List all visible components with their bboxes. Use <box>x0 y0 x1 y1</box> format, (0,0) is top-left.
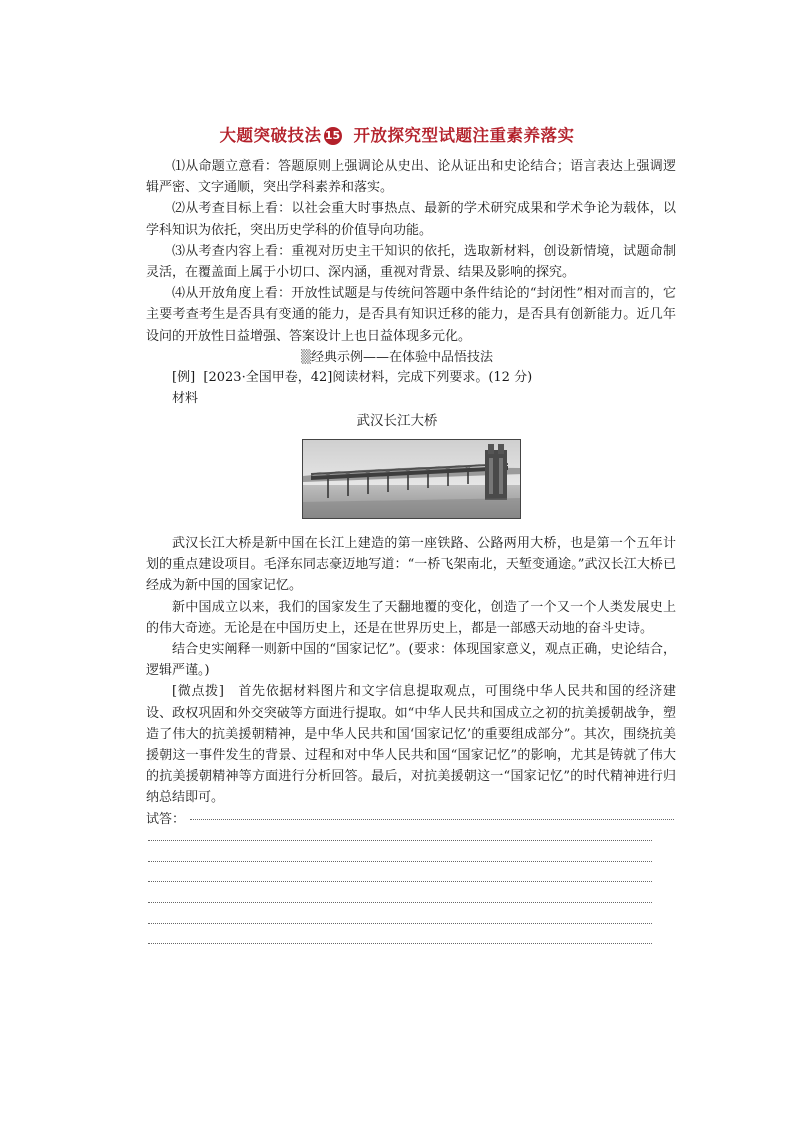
answer-line[interactable] <box>148 943 652 944</box>
intro-paragraph-3: ⑶从考查内容上看：重视对历史主干知识的依托，选取新材料，创设新情境，试题命制灵活，在覆盖面上属于小切口、深内涵，重视对背景、结果及影响的探究。 <box>146 243 676 281</box>
bridge-photo-icon <box>302 439 521 519</box>
answer-line[interactable] <box>148 840 652 841</box>
material-paragraph-1: 武汉长江大桥是新中国在长江上建造的第一座铁路、公路两用大桥，也是第一个五年计划的重点建设项目。毛泽东同志豪迈地写道：“一桥飞架南北，天堑变通途。”武汉长江大桥已经成为新中国的国家记忆。 <box>146 536 676 594</box>
material-label: 材料 <box>172 391 199 407</box>
title-main: 大题突破技法 <box>219 126 322 145</box>
figure-caption: 武汉长江大桥 <box>356 413 438 429</box>
material-paragraph-2: 新中国成立以来，我们的国家发生了天翻地覆的变化，创造了一个又一个人类发展史上的伟大奇迹。无论是在中国历史上，还是在世界历史上，都是一部感天动地的奋斗史诗。 <box>146 599 676 636</box>
example-source: [2023·全国甲卷，42]阅读材料，完成下列要求。(12 分) <box>203 370 533 385</box>
question-paragraph: 结合史实阐释一则新中国的“国家记忆”。(要求：体现国家意义，观点正确，史论结合，逻辑严谨。) <box>146 642 676 679</box>
title-subtitle: 开放探究型试题注重素养落实 <box>353 126 575 145</box>
section-ornament-left-icon: ▒ <box>300 350 311 365</box>
answer-label: 试答： <box>146 812 186 827</box>
answer-line[interactable] <box>190 819 674 820</box>
hint-paragraph: [微点拨] 首先依据材料图片和文字信息提取观点，可围绕中华人民共和国的经济建设、政权巩固和外交突破等方面进行提取。如“中华人民共和国成立之初的抗美援朝战争，塑造了伟大的抗美援朝精神，是中华人民共和国‘国家记忆’的重要组成部分”。其次，围绕抗美援朝这一事件发生的背景、过程和对中华人民共和国“国家记忆”的影响，尤其是铸就了伟大的抗美援朝精神等方面进行分析回答。最后，对抗美援朝这一“国家记忆”的时代精神进行归纳总结即可。 <box>146 684 676 806</box>
page-title <box>0 122 794 146</box>
title-number-badge: 15 <box>324 127 342 145</box>
answer-line[interactable] <box>148 861 652 862</box>
example-header <box>146 367 676 409</box>
section-heading-text: 经典示例——在体验中品悟技法 <box>310 350 493 365</box>
section-heading <box>0 346 794 365</box>
intro-paragraph-2: ⑵从考查目标上看：以社会重大时事热点、最新的学术研究成果和学术争论为载体，以学科知识为依托，突出历史学科的价值导向功能。 <box>146 201 676 238</box>
material-text <box>146 533 676 809</box>
intro-block <box>146 156 676 347</box>
intro-paragraph-1: ⑴从命题立意看：答题原则上强调论从史出、论从证出和史论结合；语言表达上强调逻辑严密、文字通顺，突出学科素养和落实。 <box>146 159 676 196</box>
answer-line[interactable] <box>148 881 652 882</box>
example-source-line <box>146 367 676 388</box>
intro-paragraph-4: ⑷从开放角度上看：开放性试题是与传统问答题中条件结论的“封闭性”相对而言的，它主要考查考生是否具有变通的能力，是否具有知识迁移的能力，是否具有创新能力。近几年设问的开放性日益增强、答案设计上也日益体现多元化。 <box>146 286 676 344</box>
answer-line[interactable] <box>148 902 652 903</box>
example-label: [例] <box>172 370 196 385</box>
answer-line[interactable] <box>148 923 652 924</box>
